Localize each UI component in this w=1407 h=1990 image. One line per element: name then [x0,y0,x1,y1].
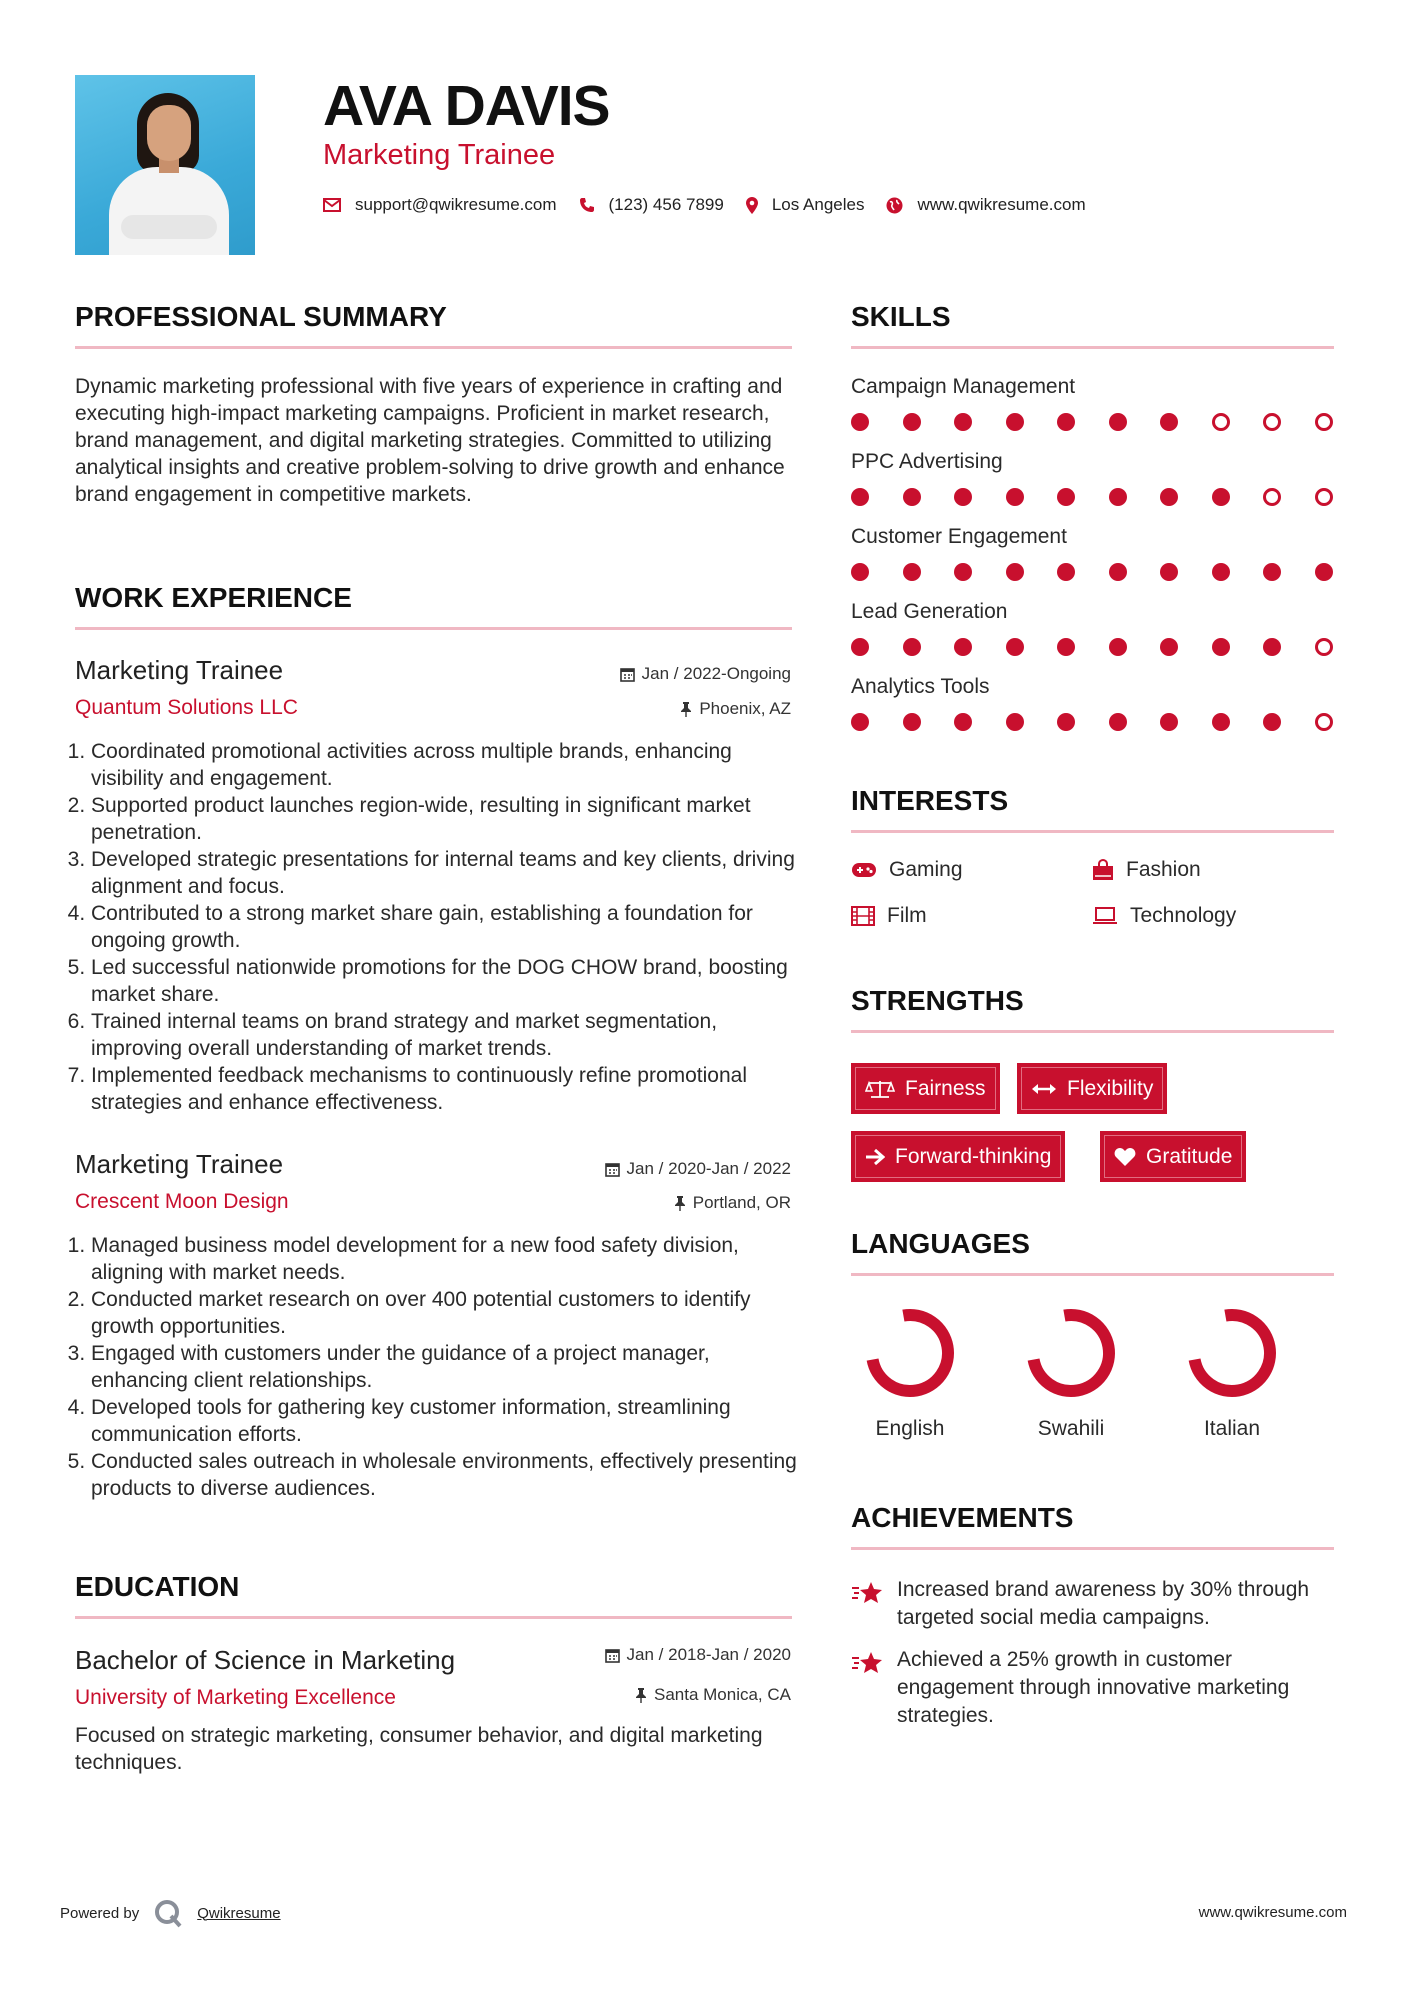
summary-divider [75,346,792,349]
skill-dot-filled [1160,638,1178,656]
skill-dot-empty [1315,638,1333,656]
contact-location-text: Los Angeles [771,195,865,214]
skill-dot-filled [1109,488,1127,506]
interest-item [851,903,927,929]
language-proficiency-arc [1195,1315,1270,1391]
strength-tag [1017,1063,1167,1114]
envelope-icon [323,198,341,212]
list-item: 1. Coordinated promotional activities across multiple brands, enhancing visibility and engagement. [91,738,803,792]
skills-divider [851,346,1334,349]
skill-rating [851,412,1331,432]
footer-website[interactable]: www.qwikresume.com [1198,1904,1347,1921]
list-item: 4. Developed tools for gathering key customer information, streamlining communication efforts. [91,1394,803,1448]
language-label: Italian [1203,1417,1261,1440]
pushpin-icon [674,1196,686,1211]
list-item: 2. Conducted market research on over 400 potential customers to identify growth opportunities. [91,1286,803,1340]
skill-dot-filled [903,563,921,581]
education-location [491,1684,791,1706]
experience-heading: WORK EXPERIENCE [75,582,352,613]
list-item: 2. Supported product launches region-wide, resulting in significant market penetration. [91,792,803,846]
languages-heading: LANGUAGES [851,1228,1030,1259]
contact-bar [323,192,1108,218]
achievement-text: Achieved a 25% growth in customer engagement through innovative marketing strategies. [897,1648,1290,1727]
qwikresume-logo-icon [153,1898,183,1928]
contact-email[interactable] [323,195,557,215]
achievement-item [851,1646,1341,1730]
list-item: 1. Managed business model development for a new food safety division, aligning with market needs. [91,1232,803,1286]
skill-dot-filled [1006,713,1024,731]
film-icon [851,906,875,926]
skill-dot-filled [1160,713,1178,731]
list-item: 3. Developed strategic presentations for internal teams and key clients, driving alignment and focus. [91,846,803,900]
interest-item [1092,903,1236,929]
skill-dot-filled [903,488,921,506]
balance-scale-icon [865,1079,895,1099]
qwikresume-brand-link[interactable]: Qwikresume [197,1904,281,1922]
skill-name: Analytics Tools [851,675,990,698]
job-title: Marketing Trainee [75,655,284,685]
skill-dot-filled [851,488,869,506]
candidate-role: Marketing Trainee [323,139,556,171]
skill-dot-filled [954,713,972,731]
interest-label: Film [887,904,927,927]
education-dates [491,1644,791,1666]
contact-website[interactable] [886,195,1085,215]
skill-dot-filled [1109,713,1127,731]
skill-dot-filled [1057,638,1075,656]
strength-label: Forward-thinking [895,1144,1052,1168]
skill-dot-filled [851,638,869,656]
laptop-icon [1092,907,1118,925]
skill-dot-filled [1263,563,1281,581]
skill-dot-filled [1160,563,1178,581]
map-marker-icon [746,197,758,214]
skill-rating [851,562,1331,582]
skill-dot-empty [1315,713,1333,731]
skill-dot-filled [903,713,921,731]
skill-dot-filled [1160,488,1178,506]
job-dates [491,663,791,685]
strength-tag [851,1131,1065,1182]
job-dates-text: Jan / 2020-Jan / 2022 [626,1159,791,1178]
interest-item [1092,857,1201,883]
job-location-text: Phoenix, AZ [699,699,791,718]
language-item [1162,1308,1302,1442]
list-item: 5. Led successful nationwide promotions for the DOG CHOW brand, boosting market share. [91,954,803,1008]
skill-dot-filled [1212,563,1230,581]
summary-heading: PROFESSIONAL SUMMARY [75,301,447,332]
interest-label: Gaming [889,858,963,881]
job-location [491,698,791,720]
contact-phone-text: (123) 456 7899 [608,195,724,214]
skill-dot-filled [1263,638,1281,656]
calendar-icon [605,1648,620,1663]
interest-label: Technology [1130,904,1237,927]
skill-dot-filled [1057,413,1075,431]
profile-photo [75,75,255,255]
job-company: Quantum Solutions LLC [75,696,298,719]
shopping-bag-icon [1092,859,1114,881]
skill-dot-filled [1006,638,1024,656]
skill-dot-filled [1212,488,1230,506]
achievement-text: Increased brand awareness by 30% through targeted social media campaigns. [897,1578,1310,1629]
skill-dot-filled [903,638,921,656]
language-proficiency-arc [873,1315,948,1391]
contact-phone[interactable] [579,195,724,215]
education-location-text: Santa Monica, CA [653,1685,791,1704]
interest-item [851,857,963,883]
job-bullet-list [73,738,803,1116]
job-location [491,1192,791,1214]
skills-heading: SKILLS [851,301,951,332]
job-company: Crescent Moon Design [75,1190,289,1213]
skill-dot-filled [1160,413,1178,431]
skill-dot-filled [954,563,972,581]
strength-tag [1100,1131,1246,1182]
footer-powered-by [60,1898,281,1928]
skill-dot-filled [1006,563,1024,581]
skill-dot-filled [851,563,869,581]
skill-dot-filled [1006,488,1024,506]
skill-rating [851,487,1331,507]
language-label: English [875,1417,945,1440]
pushpin-icon [635,1688,647,1703]
list-item: 6. Trained internal teams on brand strategy and market segmentation, improving overall understanding of market trends. [91,1008,803,1062]
skill-dot-filled [1057,488,1075,506]
interests-heading: INTERESTS [851,785,1009,816]
skill-rating [851,637,1331,657]
education-divider [75,1616,792,1619]
skill-dot-filled [1212,638,1230,656]
globe-icon [886,197,903,214]
language-label: Swahili [1037,1417,1105,1440]
list-item: 5. Conducted sales outreach in wholesale environments, effectively presenting products to diverse audiences. [91,1448,803,1502]
skill-dot-empty [1315,413,1333,431]
job-dates-text: Jan / 2022-Ongoing [641,664,791,683]
skill-dot-filled [1057,563,1075,581]
skill-dot-filled [1212,713,1230,731]
education-description: Focused on strategic marketing, consumer behavior, and digital marketing techniques. [75,1724,763,1774]
powered-by-label: Powered by [60,1904,140,1922]
contact-email-text: support@qwikresume.com [355,195,557,214]
skill-dot-filled [1057,713,1075,731]
skill-dot-filled [1109,638,1127,656]
skill-rating [851,712,1331,732]
skill-dot-filled [851,413,869,431]
strength-label: Fairness [905,1076,986,1100]
summary-text: Dynamic marketing professional with five years of experience in crafting and executing high-impact marketing campaigns. Proficient in market research, brand management, and digital marketing strategies. Committed to utilizing analytical insights and creative problem-solving to drive growth and enhance brand engagement in competitive markets. [75,375,785,506]
degree-title: Bachelor of Science in Marketing [75,1645,456,1675]
achievement-item [851,1576,1341,1632]
skill-dot-empty [1212,413,1230,431]
strengths-heading: STRENGTHS [851,985,1024,1016]
job-title: Marketing Trainee [75,1149,284,1179]
strength-tag [851,1063,1000,1114]
skill-dot-filled [1315,563,1333,581]
calendar-icon [605,1162,620,1177]
heart-icon [1114,1147,1136,1167]
strength-label: Gratitude [1146,1144,1233,1168]
achievements-heading: ACHIEVEMENTS [851,1502,1074,1533]
skill-name: PPC Advertising [851,450,1003,473]
skill-dot-filled [954,488,972,506]
skill-dot-filled [1263,713,1281,731]
skill-dot-empty [1263,488,1281,506]
strength-label: Flexibility [1067,1076,1154,1100]
achievements-divider [851,1547,1334,1550]
skill-dot-empty [1263,413,1281,431]
skill-dot-filled [903,413,921,431]
interest-label: Fashion [1126,858,1201,881]
interests-divider [851,830,1334,833]
language-item [1001,1308,1141,1442]
phone-icon [579,197,595,213]
skill-dot-filled [1006,413,1024,431]
languages-divider [851,1273,1334,1276]
skill-dot-filled [1109,413,1127,431]
list-item: 7. Implemented feedback mechanisms to continuously refine promotional strategies and enhance effectiveness. [91,1062,803,1116]
arrows-horizontal-icon [1031,1082,1057,1096]
skill-dot-filled [954,638,972,656]
star-burst-icon [851,1580,885,1606]
education-dates-text: Jan / 2018-Jan / 2020 [626,1645,791,1664]
calendar-icon [620,667,635,682]
skill-name: Customer Engagement [851,525,1067,548]
language-proficiency-arc [1034,1315,1109,1391]
skill-dot-filled [954,413,972,431]
skill-name: Campaign Management [851,375,1076,398]
contact-location [746,195,865,215]
contact-website-text: www.qwikresume.com [917,195,1086,214]
education-heading: EDUCATION [75,1571,240,1602]
language-item [840,1308,980,1442]
skill-name: Lead Generation [851,600,1008,623]
gamepad-icon [851,862,877,878]
list-item: 4. Contributed to a strong market share gain, establishing a foundation for ongoing growth. [91,900,803,954]
strengths-divider [851,1030,1334,1033]
job-location-text: Portland, OR [692,1193,791,1212]
experience-divider [75,627,792,630]
list-item: 3. Engaged with customers under the guidance of a project manager, enhancing client relationships. [91,1340,803,1394]
arrow-right-icon [865,1148,885,1166]
skill-dot-filled [1109,563,1127,581]
star-burst-icon [851,1650,885,1676]
school-name: University of Marketing Excellence [75,1686,396,1709]
job-bullet-list [73,1232,803,1502]
skill-dot-filled [851,713,869,731]
candidate-name: AVA DAVIS [323,74,610,138]
job-dates [491,1158,791,1180]
skill-dot-empty [1315,488,1333,506]
pushpin-icon [680,702,692,717]
